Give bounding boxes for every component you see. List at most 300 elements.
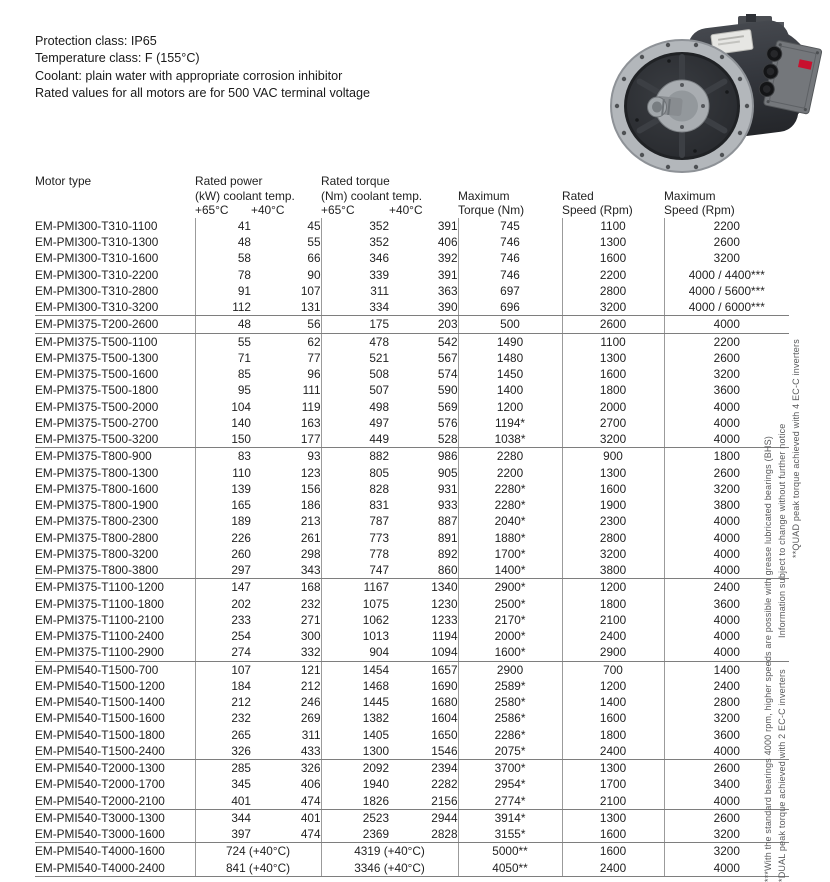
power-40-cell: 131 [251,299,321,316]
max-torque-cell: 2075* [458,743,562,760]
table-row [35,710,789,726]
power-65-cell: 71 [195,350,251,366]
torque-65-cell: 882 [321,448,389,465]
motor-type-cell: EM-PMI375-T500-3200 [35,431,195,448]
motor-type-cell: EM-PMI540-T1500-1800 [35,727,165,742]
max-torque-cell: 746 [458,234,562,250]
rated-speed-cell: 2600 [562,316,664,333]
max-speed-cell: 4000 [664,612,789,628]
rated-speed-cell: 1200 [562,579,664,596]
power-65-cell: 233 [195,612,251,628]
torque-65-cell: 346 [321,250,389,266]
rated-speed-cell: 1300 [562,809,664,826]
max-speed-cell: 2600 [664,760,789,777]
torque-40-cell: 2282 [431,777,458,792]
table-row [35,448,789,465]
rated-speed-cell: 2400 [562,628,664,644]
max-speed-cell: 4000 / 5600*** [664,283,789,299]
table-row [35,628,789,644]
torque-40-cell: 528 [389,431,458,448]
power-40-cell: 121 [300,662,321,677]
power-65-cell: 344 [195,809,251,826]
motor-type-cell: EM-PMI375-T800-2300 [35,514,159,529]
table-row [35,727,789,743]
max-speed-cell: 2400 [664,579,789,596]
rated-speed-cell: 2200 [562,267,664,283]
torque-65-cell: 1405 [321,727,389,743]
power-40-cell: 163 [300,415,321,430]
torque-65-cell: 787 [321,513,389,529]
rated-speed-cell: 1200 [562,678,664,694]
motor-type-cell: EM-PMI540-T2000-2100 [35,793,195,810]
torque-65-cell: 334 [321,299,389,316]
power-65-cell: 48 [195,316,251,333]
torque-40-cell: 2828 [389,826,458,843]
power-40-cell: 93 [307,449,321,464]
motor-type-cell: EM-PMI375-T500-1300 [35,350,159,365]
torque-40-cell: 887 [437,514,458,529]
torque-40-cell: 406 [437,235,458,250]
rated-speed-cell: 1300 [562,760,664,777]
max-speed-cell: 4000 [664,316,789,333]
motor-type-cell: EM-PMI375-T1100-2400 [35,629,164,644]
torque-65-cell: 1454 [321,661,389,678]
table-row [35,218,789,234]
power-40-cell: 62 [307,334,321,349]
table-row [35,596,789,612]
power-40-cell: 107 [300,283,321,298]
motor-type-cell: EM-PMI375-T800-1900 [35,498,159,513]
footnote-dual-peak-torque: *DUAL peak torque achieved with 2 EC-C inverters [777,669,787,882]
motor-type-cell: EM-PMI540-T4000-2400 [35,860,195,877]
torque-40-cell: 860 [389,562,458,579]
max-torque-cell: 500 [458,316,562,333]
torque-40-cell: 1657 [431,662,458,677]
torque-40-cell: 1690 [431,678,458,693]
table-row [35,234,789,250]
torque-40-cell: 567 [437,350,458,365]
max-torque-cell: 745 [458,218,562,234]
torque-65-cell: 478 [321,333,389,350]
power-65-cell: 140 [195,415,251,431]
power-40-cell: 213 [300,514,321,529]
torque-65-cell: 1013 [321,628,389,644]
torque-65-cell: 2523 [321,809,389,826]
max-speed-cell: 2400 [664,678,789,694]
power-65-cell: 110 [195,465,251,481]
rated-speed-cell: 1800 [562,596,664,612]
table-row [35,333,789,350]
rated-speed-cell: 2100 [562,612,664,628]
rated-speed-cell: 1100 [562,218,664,234]
max-speed-cell: 2600 [664,234,789,250]
torque-65-cell: 498 [321,399,389,415]
shaft [648,96,683,117]
torque-65-cell: 497 [321,415,389,431]
rated-speed-cell: 1900 [562,497,664,513]
rated-speed-cell: 1600 [562,710,664,726]
torque-40-cell: 1680 [431,695,458,710]
header-torque-unit: (Nm) coolant temp. [321,188,423,203]
rated-speed-cell: 1700 [562,776,664,792]
power-40-cell: 232 [300,596,321,611]
torque-40-cell: 1233 [431,612,458,627]
motor-type-cell: EM-PMI375-T800-1600 [35,481,159,496]
power-65-cell: 189 [195,513,251,529]
torque-40-cell: 542 [437,334,458,349]
header-rated-speed-1: Rated [562,188,594,203]
motor-front-face [611,40,753,172]
torque-40-cell: 363 [437,283,458,298]
motor-photo [600,14,825,174]
max-torque-cell: 1450 [458,366,562,382]
torque-65-cell: 175 [321,316,389,333]
motor-type-cell: EM-PMI540-T4000-1600 [35,844,165,859]
table-row [35,860,789,877]
max-torque-cell: 2500* [458,596,562,612]
power-merged-cell: 724 (+40°C) [195,843,321,860]
max-torque-cell: 2280* [458,481,562,497]
max-torque-cell: 2200 [458,465,562,481]
header-motor-type: Motor type [35,174,92,188]
torque-65-cell: 1468 [321,678,389,694]
torque-40-cell: 891 [437,530,458,545]
power-40-cell: 96 [307,367,321,382]
protection-class-line: Protection class: IP65 [35,34,157,48]
rated-speed-cell: 2400 [562,860,664,877]
max-speed-cell: 4000 [664,562,789,579]
power-65-cell: 85 [195,366,251,382]
table-row [35,481,789,497]
torque-65-cell: 507 [321,382,389,398]
torque-65-cell: 521 [321,350,389,366]
torque-40-cell: 2944 [431,810,458,825]
torque-40-cell: 1546 [389,743,458,760]
power-40-cell: 474 [251,826,321,843]
power-65-cell: 107 [195,661,251,678]
header-max-speed-2: Speed (Rpm) [664,203,735,218]
motor-type-cell: EM-PMI375-T500-2700 [35,415,159,430]
table-row [35,678,789,694]
motor-type-cell: EM-PMI375-T200-2600 [35,316,195,333]
torque-65-cell: 904 [321,644,389,661]
max-speed-cell: 4000 [664,513,789,529]
motor-type-cell: EM-PMI300-T310-3200 [35,299,195,316]
max-speed-cell: 3400 [664,776,789,792]
power-65-cell: 285 [195,760,251,777]
torque-40-cell: 933 [437,498,458,513]
motor-type-cell: EM-PMI375-T1100-2100 [35,612,164,627]
max-speed-cell: 4000 [664,415,789,431]
max-torque-cell: 2170* [458,612,562,628]
power-65-cell: 345 [195,776,251,792]
power-65-cell: 55 [195,333,251,350]
power-40-cell: 186 [300,498,321,513]
torque-65-cell: 747 [321,562,389,579]
table-row [35,350,789,366]
max-speed-cell: 3600 [664,382,789,398]
max-speed-cell: 3200 [664,843,789,860]
max-torque-cell: 1400* [458,562,562,579]
header-max-speed-1: Maximum [664,188,716,203]
rated-speed-cell: 1600 [562,843,664,860]
power-40-cell: 332 [251,644,321,661]
rated-speed-cell: 1300 [562,350,664,366]
max-speed-cell: 3600 [664,727,789,743]
power-65-cell: 297 [195,562,251,579]
table-row [35,809,789,826]
max-speed-cell: 2200 [664,218,789,234]
power-40-cell: 246 [300,695,321,710]
torque-65-cell: 2092 [321,760,389,777]
header-max-torque-1: Maximum [458,188,510,203]
power-merged-cell: 841 (+40°C) [195,860,321,877]
max-speed-cell: 2600 [664,465,789,481]
power-65-cell: 78 [195,267,251,283]
max-torque-cell: 1490 [458,333,562,350]
spec-table-header [35,174,789,218]
power-40-cell: 66 [307,251,321,266]
power-40-cell: 271 [300,612,321,627]
rated-speed-cell: 1600 [562,250,664,266]
table-row [35,694,789,710]
max-speed-cell: 2600 [664,809,789,826]
max-speed-cell: 3200 [664,710,789,726]
torque-40-cell: 892 [437,546,458,561]
table-row [35,399,789,415]
power-65-cell: 260 [195,546,251,562]
power-40-cell: 343 [251,562,321,579]
torque-65-cell: 352 [321,234,389,250]
torque-merged-cell: 4319 (+40°C) [321,843,458,860]
rated-speed-cell: 2100 [562,793,664,810]
max-speed-cell: 4000 [664,860,789,877]
power-40-cell: 212 [300,678,321,693]
torque-40-cell: 574 [437,367,458,382]
motor-type-cell: EM-PMI375-T500-2000 [35,399,159,414]
max-torque-cell: 3700* [458,760,562,777]
header-rated-power: Rated power [195,174,263,188]
max-torque-cell: 2586* [458,710,562,726]
torque-65-cell: 831 [321,497,389,513]
power-40-cell: 56 [251,316,321,333]
power-65-cell: 83 [195,448,251,465]
rated-speed-cell: 2800 [562,530,664,546]
header-power-65: +65°C [195,203,229,218]
power-65-cell: 202 [195,596,251,612]
footnote-information-subject: Information subject to change without further notice [777,423,787,638]
torque-40-cell: 1340 [431,580,458,595]
torque-65-cell: 773 [321,530,389,546]
max-torque-cell: 1480 [458,350,562,366]
power-65-cell: 232 [195,710,251,726]
temperature-class-line: Temperature class: F (155°C) [35,51,200,66]
motor-type-cell: EM-PMI375-T800-1300 [35,465,159,480]
max-speed-cell: 4000 [664,399,789,415]
table-row [35,612,789,628]
torque-65-cell: 805 [321,465,389,481]
table-row [35,530,789,546]
table-row [35,415,789,431]
power-40-cell: 406 [300,777,321,792]
torque-65-cell: 1826 [321,793,389,810]
rated-values-line: Rated values for all motors are for 500 VAC terminal voltage [35,86,371,101]
power-40-cell: 90 [307,267,321,282]
rated-speed-cell: 1800 [562,382,664,398]
motor-type-cell: EM-PMI375-T500-1600 [35,367,159,382]
table-row [35,382,789,398]
motor-type-cell: EM-PMI375-T800-3800 [35,562,195,579]
max-torque-cell: 2280* [458,497,562,513]
table-row [35,826,789,843]
torque-65-cell: 828 [321,481,389,497]
max-torque-cell: 2774* [458,793,562,810]
coolant-line: Coolant: plain water with appropriate corrosion inhibitor [35,68,343,83]
motor-type-cell: EM-PMI540-T1500-1200 [35,678,165,693]
power-40-cell: 300 [300,629,321,644]
torque-65-cell: 778 [321,546,389,562]
rated-speed-cell: 2300 [562,513,664,529]
max-torque-cell: 697 [458,283,562,299]
header-rated-torque: Rated torque [321,174,390,188]
max-torque-cell: 1400 [458,382,562,398]
table-row [35,793,789,810]
power-40-cell: 111 [302,383,321,398]
table-row [35,776,789,792]
table-row [35,267,789,283]
motor-type-cell: EM-PMI300-T310-1300 [35,235,159,250]
max-speed-cell: 4000 [664,743,789,760]
rated-speed-cell: 2400 [562,743,664,760]
table-row [35,465,789,481]
power-65-cell: 150 [195,431,251,448]
rated-speed-cell: 3800 [562,562,664,579]
motor-type-cell: EM-PMI375-T800-3200 [35,546,159,561]
max-speed-cell: 4000 [664,644,789,661]
power-65-cell: 58 [195,250,251,266]
table-row [35,546,789,562]
table-row [35,431,789,448]
rated-speed-cell: 3200 [562,546,664,562]
max-speed-cell: 3200 [664,481,789,497]
table-row [35,497,789,513]
power-40-cell: 269 [300,711,321,726]
spec-table-body [35,218,789,877]
info-block [35,33,370,103]
power-65-cell: 91 [195,283,251,299]
torque-40-cell: 391 [437,267,458,282]
power-40-cell: 119 [301,399,321,414]
table-row [35,562,789,579]
torque-40-cell: 1094 [389,644,458,661]
power-40-cell: 311 [301,727,321,742]
header-torque-65: +65°C [321,203,355,218]
max-speed-cell: 2600 [664,350,789,366]
max-torque-cell: 2286* [458,727,562,743]
max-torque-cell: 2580* [458,694,562,710]
rated-speed-cell: 1800 [562,727,664,743]
max-speed-cell: 3600 [664,596,789,612]
motor-type-cell: EM-PMI375-T1100-1800 [35,596,164,611]
power-65-cell: 41 [195,218,251,234]
rated-speed-cell: 2900 [562,644,664,661]
max-speed-cell: 4000 / 4400*** [664,267,789,283]
torque-40-cell: 986 [437,449,458,464]
max-torque-cell: 4050** [458,860,562,877]
motor-type-cell: EM-PMI540-T3000-1600 [35,826,195,843]
max-torque-cell: 1194* [458,415,562,431]
rated-speed-cell: 1400 [562,694,664,710]
motor-type-cell: EM-PMI375-T1100-2900 [35,644,195,661]
max-torque-cell: 2280 [458,448,562,465]
motor-type-cell: EM-PMI300-T310-1100 [35,218,158,233]
torque-65-cell: 1445 [321,694,389,710]
power-40-cell: 433 [251,743,321,760]
power-65-cell: 212 [195,694,251,710]
power-65-cell: 48 [195,234,251,250]
power-65-cell: 254 [195,628,251,644]
power-65-cell: 112 [195,299,251,316]
torque-65-cell: 1062 [321,612,389,628]
rated-speed-cell: 2000 [562,399,664,415]
header-power-40: +40°C [251,203,285,218]
max-speed-cell: 4000 [664,628,789,644]
power-65-cell: 226 [195,530,251,546]
max-speed-cell: 3200 [664,826,789,843]
max-speed-cell: 2200 [664,333,789,350]
footnote-standard-bearings: ***With the standard bearings 4000 rpm, higher speeds are possible with grease lubricated bearings (BHS) [763,435,773,882]
rated-speed-cell: 3200 [562,299,664,316]
power-40-cell: 168 [300,580,321,595]
motor-type-cell: EM-PMI300-T310-2200 [35,267,159,282]
max-torque-cell: 2900* [458,579,562,596]
power-40-cell: 474 [251,793,321,810]
power-40-cell: 326 [300,761,321,776]
torque-40-cell: 390 [389,299,458,316]
power-40-cell: 45 [307,218,321,233]
power-65-cell: 95 [195,382,251,398]
max-speed-cell: 3200 [664,366,789,382]
max-speed-cell: 2800 [664,694,789,710]
power-65-cell: 139 [195,481,251,497]
max-torque-cell: 2589* [458,678,562,694]
max-speed-cell: 1400 [664,661,789,678]
motor-type-cell: EM-PMI375-T500-1100 [35,334,158,349]
max-torque-cell: 1700* [458,546,562,562]
table-row [35,250,789,266]
header-rated-speed-2: Speed (Rpm) [562,203,633,218]
rated-speed-cell: 1300 [562,234,664,250]
max-speed-cell: 4000 [664,793,789,810]
rated-speed-cell: 1300 [562,465,664,481]
power-65-cell: 147 [195,579,251,596]
table-row [35,843,789,860]
motor-type-cell: EM-PMI375-T800-2800 [35,530,159,545]
table-row [35,743,789,760]
rated-speed-cell: 2700 [562,415,664,431]
motor-type-cell: EM-PMI540-T2000-1700 [35,777,165,792]
rated-speed-cell: 1100 [562,333,664,350]
torque-65-cell: 311 [321,283,389,299]
rated-speed-cell: 700 [562,661,664,678]
motor-type-cell: EM-PMI375-T800-900 [35,449,152,464]
table-row [35,661,789,678]
torque-40-cell: 2394 [431,761,458,776]
rated-speed-cell: 900 [562,448,664,465]
motor-type-cell: EM-PMI540-T3000-1300 [35,810,165,825]
rated-speed-cell: 1600 [562,826,664,843]
max-torque-cell: 5000** [458,843,562,860]
